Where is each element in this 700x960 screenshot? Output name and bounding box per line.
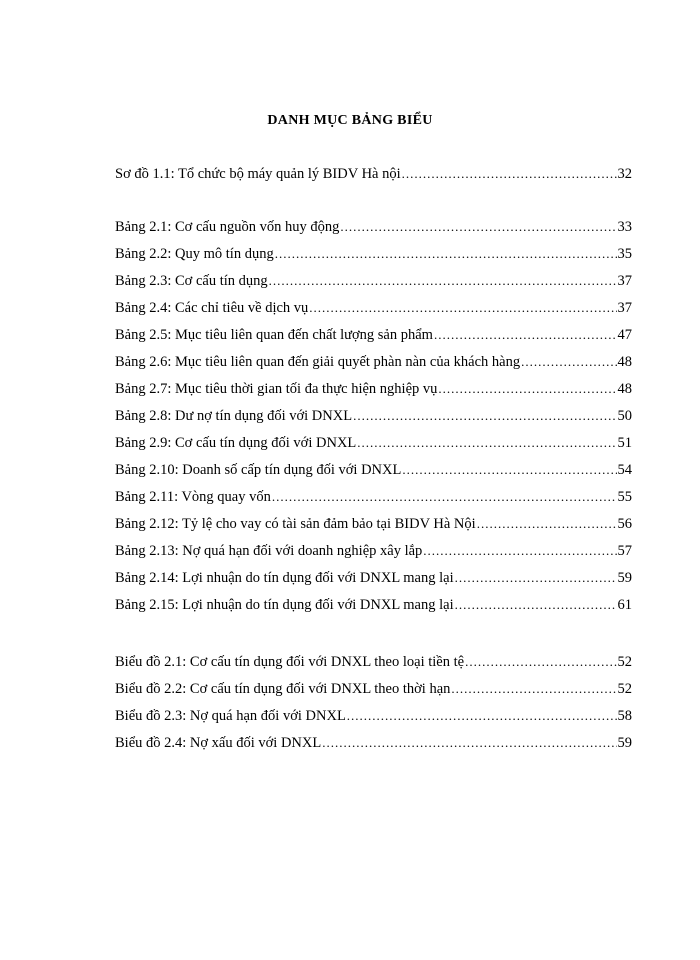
leader-dots bbox=[455, 570, 617, 586]
toc-entry-page: 59 bbox=[617, 570, 632, 586]
toc-entry-table-2-9 bbox=[115, 435, 632, 455]
toc-entry-table-2-14 bbox=[115, 570, 632, 590]
toc-entry-label: Bảng 2.7: Mục tiêu thời gian tối đa thực hiện nghiệp vụ bbox=[115, 381, 438, 397]
toc-entry-label: Bảng 2.13: Nợ quá hạn đối với doanh nghiệp xây lắp bbox=[115, 543, 423, 559]
toc-entry-diagram-1-1 bbox=[115, 166, 632, 186]
toc-entry-label: Bảng 2.5: Mục tiêu liên quan đến chất lượng sản phẩm bbox=[115, 327, 433, 343]
toc-entry-table-2-6 bbox=[115, 354, 632, 374]
toc-entry-table-2-11 bbox=[115, 489, 632, 509]
toc-entry-table-2-5 bbox=[115, 327, 632, 347]
toc-entry-label: Bảng 2.12: Tỷ lệ cho vay có tài sản đảm bảo tại BIDV Hà Nội bbox=[115, 516, 476, 532]
leader-dots bbox=[438, 381, 616, 397]
toc-entry-page: 47 bbox=[617, 327, 632, 343]
leader-dots bbox=[402, 166, 617, 182]
toc-entry-table-2-12 bbox=[115, 516, 632, 536]
toc-entry-label: Bảng 2.6: Mục tiêu liên quan đến giải quyết phàn nàn của khách hàng bbox=[115, 354, 521, 370]
toc-entry-label: Bảng 2.9: Cơ cấu tín dụng đối với DNXL bbox=[115, 435, 357, 451]
toc-entry-label: Sơ đồ 1.1: Tổ chức bộ máy quản lý BIDV Hà nội bbox=[115, 166, 401, 182]
toc-entry-label: Bảng 2.11: Vòng quay vốn bbox=[115, 489, 271, 505]
toc-entry-page: 48 bbox=[617, 381, 632, 397]
toc-entry-label: Bảng 2.2: Quy mô tín dụng bbox=[115, 246, 274, 262]
toc-entry-table-2-8 bbox=[115, 408, 632, 428]
leader-dots bbox=[269, 273, 617, 289]
toc-entry-page: 33 bbox=[617, 219, 632, 235]
toc-entry-table-2-15 bbox=[115, 597, 632, 617]
toc-entry-page: 57 bbox=[617, 543, 632, 559]
toc-entry-label: Biểu đồ 2.2: Cơ cấu tín dụng đối với DNXL theo thời hạn bbox=[115, 681, 451, 697]
toc-entry-chart-2-3 bbox=[115, 708, 632, 728]
toc-entry-table-2-3 bbox=[115, 273, 632, 293]
toc-entry-table-2-13 bbox=[115, 543, 632, 563]
toc-entry-table-2-4 bbox=[115, 300, 632, 320]
leader-dots bbox=[272, 489, 617, 505]
toc-entry-table-2-10 bbox=[115, 462, 632, 482]
toc-entry-page: 54 bbox=[617, 462, 632, 478]
toc-entry-page: 51 bbox=[617, 435, 632, 451]
toc-entry-label: Bảng 2.4: Các chỉ tiêu về dịch vụ bbox=[115, 300, 309, 316]
toc-entry-table-2-7 bbox=[115, 381, 632, 401]
leader-dots bbox=[340, 219, 616, 235]
leader-dots bbox=[347, 708, 617, 724]
toc-entry-page: 61 bbox=[617, 597, 632, 613]
toc-entry-label: Bảng 2.3: Cơ cấu tín dụng bbox=[115, 273, 268, 289]
leader-dots bbox=[322, 735, 616, 751]
toc-entry-page: 50 bbox=[617, 408, 632, 424]
toc-entry-label: Biểu đồ 2.4: Nợ xấu đối với DNXL bbox=[115, 735, 322, 751]
toc-entry-label: Bảng 2.1: Cơ cấu nguồn vốn huy động bbox=[115, 219, 340, 235]
leader-dots bbox=[402, 462, 616, 478]
toc-entry-page: 37 bbox=[617, 300, 632, 316]
leader-dots bbox=[451, 681, 616, 697]
page-title: DANH MỤC BẢNG BIỂU bbox=[267, 113, 433, 128]
toc-entry-chart-2-1 bbox=[115, 654, 632, 674]
toc-entry-label: Biểu đồ 2.3: Nợ quá hạn đối với DNXL bbox=[115, 708, 346, 724]
toc-entry-label: Bảng 2.8: Dư nợ tín dụng đối với DNXL bbox=[115, 408, 353, 424]
leader-dots bbox=[423, 543, 616, 559]
toc-entry-chart-2-2 bbox=[115, 681, 632, 701]
toc-entry-page: 59 bbox=[617, 735, 632, 751]
leader-dots bbox=[455, 597, 617, 613]
toc-entry-label: Bảng 2.15: Lợi nhuận do tín dụng đối với DNXL mang lại bbox=[115, 597, 454, 613]
leader-dots bbox=[521, 354, 616, 370]
toc-entry-page: 35 bbox=[617, 246, 632, 262]
toc-entry-page: 58 bbox=[617, 708, 632, 724]
toc-entry-chart-2-4 bbox=[115, 735, 632, 755]
toc-entry-page: 52 bbox=[617, 681, 632, 697]
leader-dots bbox=[275, 246, 617, 262]
toc-entry-page: 32 bbox=[617, 166, 632, 182]
leader-dots bbox=[309, 300, 616, 316]
toc-entry-label: Biểu đồ 2.1: Cơ cấu tín dụng đối với DNXL theo loại tiền tệ bbox=[115, 654, 465, 670]
leader-dots bbox=[357, 435, 616, 451]
leader-dots bbox=[434, 327, 617, 343]
leader-dots bbox=[465, 654, 616, 670]
toc-entry-page: 52 bbox=[617, 654, 632, 670]
toc-entry-page: 56 bbox=[617, 516, 632, 532]
toc-entry-page: 48 bbox=[617, 354, 632, 370]
toc-entry-page: 55 bbox=[617, 489, 632, 505]
toc-entry-table-2-1 bbox=[115, 219, 632, 239]
toc-entry-label: Bảng 2.14: Lợi nhuận do tín dụng đối với DNXL mang lại bbox=[115, 570, 454, 586]
toc-entry-label: Bảng 2.10: Doanh số cấp tín dụng đối với DNXL bbox=[115, 462, 402, 478]
leader-dots bbox=[353, 408, 616, 424]
leader-dots bbox=[477, 516, 617, 532]
toc-entry-table-2-2 bbox=[115, 246, 632, 266]
toc-entry-page: 37 bbox=[617, 273, 632, 289]
